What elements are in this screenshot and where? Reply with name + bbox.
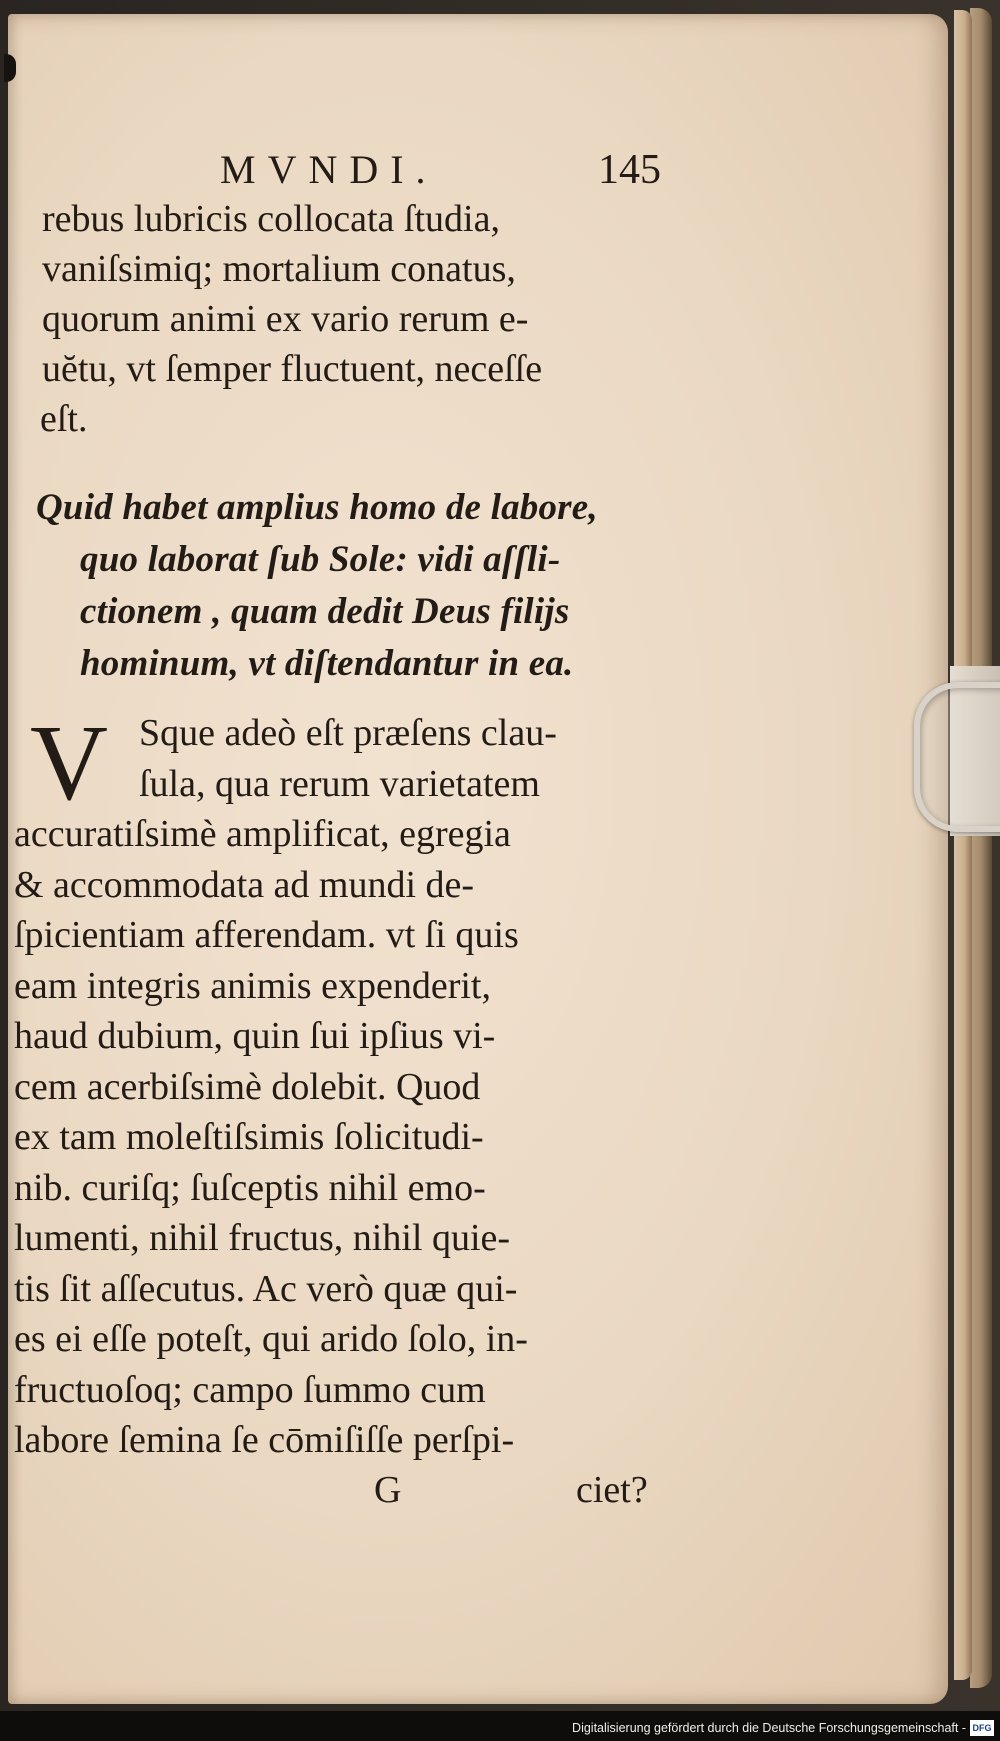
quotation-line: Quid habet amplius homo de labore, [36, 487, 598, 528]
clasp-clip [914, 682, 1000, 832]
text-line: Sque adeò eſt præſens clau- [139, 712, 557, 754]
commentary-paragraph [14, 704, 674, 1466]
digitization-footer [0, 1711, 1000, 1741]
text-line: labore ſemina ſe cōmiſiſſe perſpi- [14, 1419, 515, 1461]
text-line: fructuoſoq; campo ſummo cum [14, 1368, 486, 1411]
page-text [14, 138, 674, 1520]
text-line: nib. curiſq; ſuſceptis nihil emo- [14, 1166, 486, 1209]
text-line: eſt. [40, 398, 88, 440]
quotation-line: ctionem , quam dedit Deus filijs [80, 591, 570, 632]
scripture-quotation [14, 482, 674, 690]
text-line: & accommodata ad mundi de- [14, 863, 475, 906]
catchword: ciet? [576, 1468, 648, 1511]
funding-credit: Digitalisierung gefördert durch die Deutsche Forschungsgemeinschaft - [572, 1721, 966, 1735]
running-head: MVNDI. [220, 147, 438, 192]
page-number: 145 [598, 147, 661, 193]
page-footer-line [14, 1468, 674, 1520]
text-line: ſpicientiam afferendam. vt ſi quis [14, 914, 519, 956]
quotation-line: hominum, vt diſtendantur in ea. [80, 643, 574, 684]
text-line: lumenti, nihil fructus, nihil quie- [14, 1217, 511, 1259]
page-stack-edge [970, 8, 992, 1688]
text-line: es ei eſſe poteſt, qui arido ſolo, in- [14, 1318, 528, 1360]
text-line: ſula, qua rerum varietatem [139, 762, 540, 805]
page-edge [954, 10, 972, 1680]
text-line: rebus lubricis collocata ſtudia, [42, 198, 500, 240]
text-line: tis ſit aſſecutus. Ac verò quæ qui- [14, 1267, 518, 1310]
text-line: cem acerbiſsimè dolebit. Quod [14, 1065, 481, 1108]
binding-hole [4, 54, 16, 82]
page-header [14, 138, 674, 194]
quotation-line: quo laborat ſub Sole: vidi aſſli- [80, 539, 561, 580]
drop-capital: V [30, 704, 108, 823]
text-line: accuratiſsimè amplificat, egregia [14, 813, 511, 855]
signature-mark: G [374, 1468, 402, 1511]
text-line: eam integris animis expenderit, [14, 964, 491, 1007]
paragraph-continued [14, 194, 674, 444]
text-line: quorum animi ex vario rerum e- [42, 298, 529, 340]
text-line: uĕtu, vt ſemper fluctuent, neceſſe [42, 348, 543, 390]
dfg-logo: DFG [970, 1720, 994, 1736]
text-line: vaniſsimiq; mortalium conatus, [42, 248, 516, 290]
text-line: haud dubium, quin ſui ipſius vi- [14, 1015, 496, 1057]
text-line: ex tam moleſtiſsimis ſolicitudi- [14, 1116, 484, 1158]
